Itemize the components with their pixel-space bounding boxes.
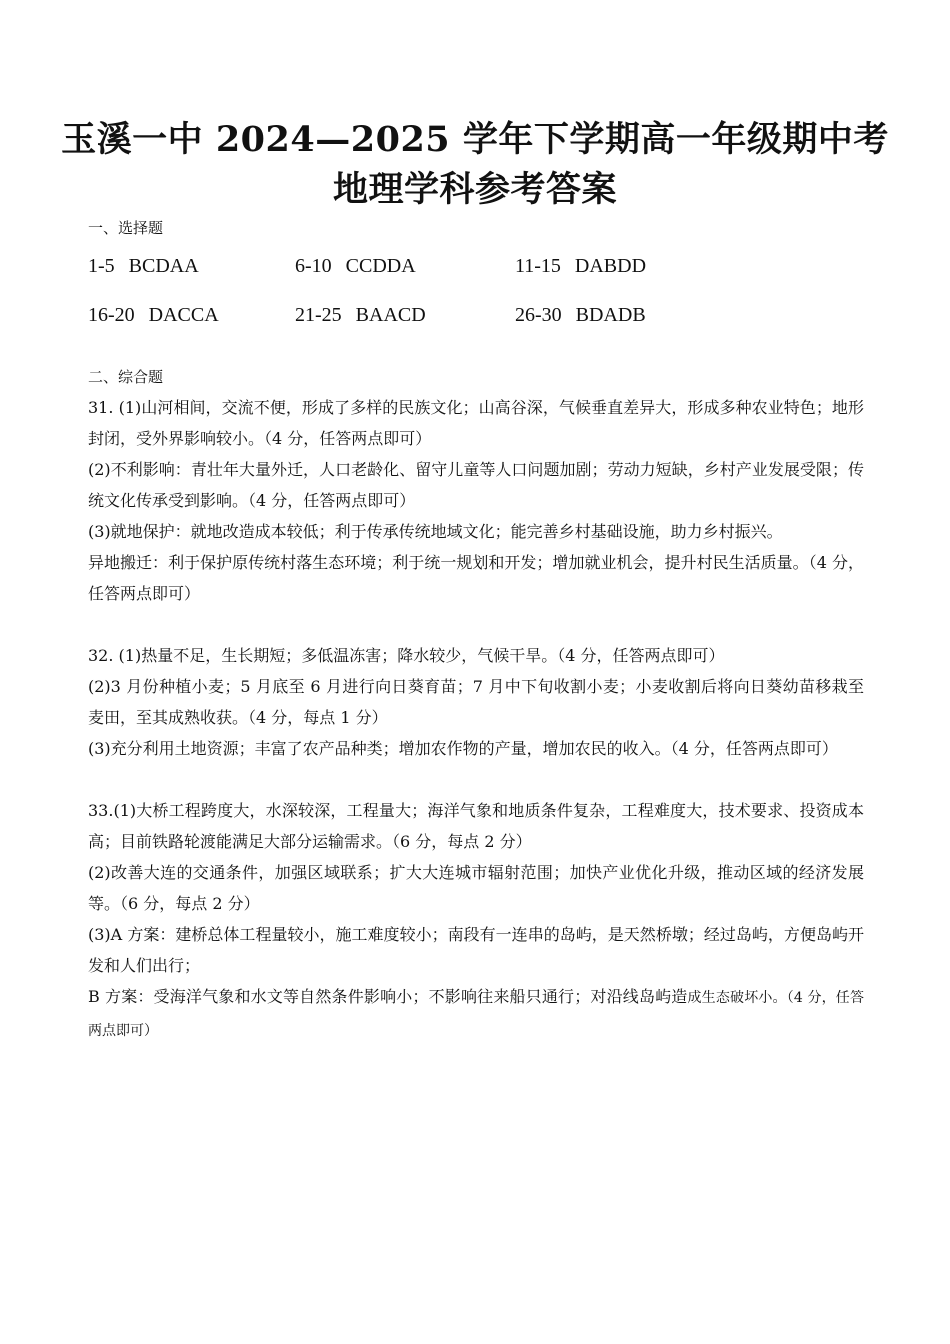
q33-part3-b-small: 成生态破坏小。（4 分，任答两点即可） xyxy=(88,990,864,1039)
mc-range: 11-15 xyxy=(515,255,561,277)
mc-range: 26-30 xyxy=(515,304,562,326)
q32-part2: (2)3 月份种植小麦；5 月底至 6 月进行向日葵育苗；7 月中下旬收割小麦；小麦收割后将向日葵幼苗移栽至麦田，至其成熟收获。（4 分，每点 1 分） xyxy=(88,677,864,727)
q31-part2: (2)不利影响：青壮年大量外迁，人口老龄化、留守儿童等人口问题加剧；劳动力短缺，乡村产业发展受限；传统文化传承受到影响。（4 分，任答两点即可） xyxy=(88,460,864,510)
mc-answers: CCDDA xyxy=(345,255,416,277)
q33-part3-b-main: B 方案：受海洋气象和水文等自然条件影响小；不影响往来船只通行；对沿线岛屿造 xyxy=(88,987,688,1006)
mc-answers: BAACD xyxy=(355,304,426,326)
q31-part3-alt: 异地搬迁：利于保护原传统村落生态环境；利于统一规划和开发；增加就业机会，提升村民生活质量。（4 分，任答两点即可） xyxy=(88,553,864,603)
q33-part3-b xyxy=(88,981,864,1047)
q33-part1: 33.(1)大桥工程跨度大，水深较深，工程量大；海洋气象和地质条件复杂，工程难度大，技术要求、投资成本高；目前铁路轮渡能满足大部分运输需求。（6 分，每点 2 分） xyxy=(88,801,864,851)
mc-group-1-5 xyxy=(88,253,199,279)
mc-group-6-10 xyxy=(295,253,416,279)
mc-group-26-30 xyxy=(515,302,646,328)
section1-label: 一、选择题 xyxy=(88,219,164,237)
mc-group-21-25 xyxy=(295,302,426,328)
document-title-line2: 地理学科参考答案 xyxy=(332,169,617,210)
q31-part1: 31. (1)山河相间，交流不便，形成了多样的民族文化；山高谷深，气候垂直差异大，形成多种农业特色；地形封闭，受外界影响较小。（4 分，任答两点即可） xyxy=(88,398,864,448)
spacer xyxy=(88,764,864,795)
mc-answers: BCDAA xyxy=(128,255,199,277)
mc-answers: DACCA xyxy=(148,304,219,326)
mc-group-11-15 xyxy=(515,253,646,279)
q32-part3: (3)充分利用土地资源；丰富了农产品种类；增加农作物的产量，增加农民的收入。（4 分，任答两点即可） xyxy=(88,739,838,758)
q33-part2: (2)改善大连的交通条件，加强区域联系；扩大大连城市辐射范围；加快产业优化升级，推动区域的经济发展等。（6 分，每点 2 分） xyxy=(88,863,864,913)
mc-answers: BDADB xyxy=(575,304,646,326)
essay-answers xyxy=(88,392,864,1047)
document-title-line1: 玉溪一中 2024—2025 学年下学期高一年级期中考 xyxy=(61,119,889,160)
q32-part1: 32. (1)热量不足，生长期短；多低温冻害；降水较少，气候干旱。（4 分，任答两点即可） xyxy=(88,646,725,665)
mc-group-16-20 xyxy=(88,302,219,328)
mc-range: 16-20 xyxy=(88,304,135,326)
mc-answers: DABDD xyxy=(574,255,647,277)
mc-range: 1-5 xyxy=(88,255,115,277)
q33-part3-a: (3)A 方案：建桥总体工程量较小，施工难度较小；南段有一连串的岛屿，是天然桥墩；经过岛屿，方便岛屿开发和人们出行； xyxy=(88,925,864,975)
q31-part3: (3)就地保护：就地改造成本较低；利于传承传统地域文化；能完善乡村基础设施，助力乡村振兴。 xyxy=(88,522,783,541)
section2-label: 二、综合题 xyxy=(88,368,164,386)
spacer xyxy=(88,609,864,640)
mc-range: 21-25 xyxy=(295,304,342,326)
mc-range: 6-10 xyxy=(295,255,332,277)
